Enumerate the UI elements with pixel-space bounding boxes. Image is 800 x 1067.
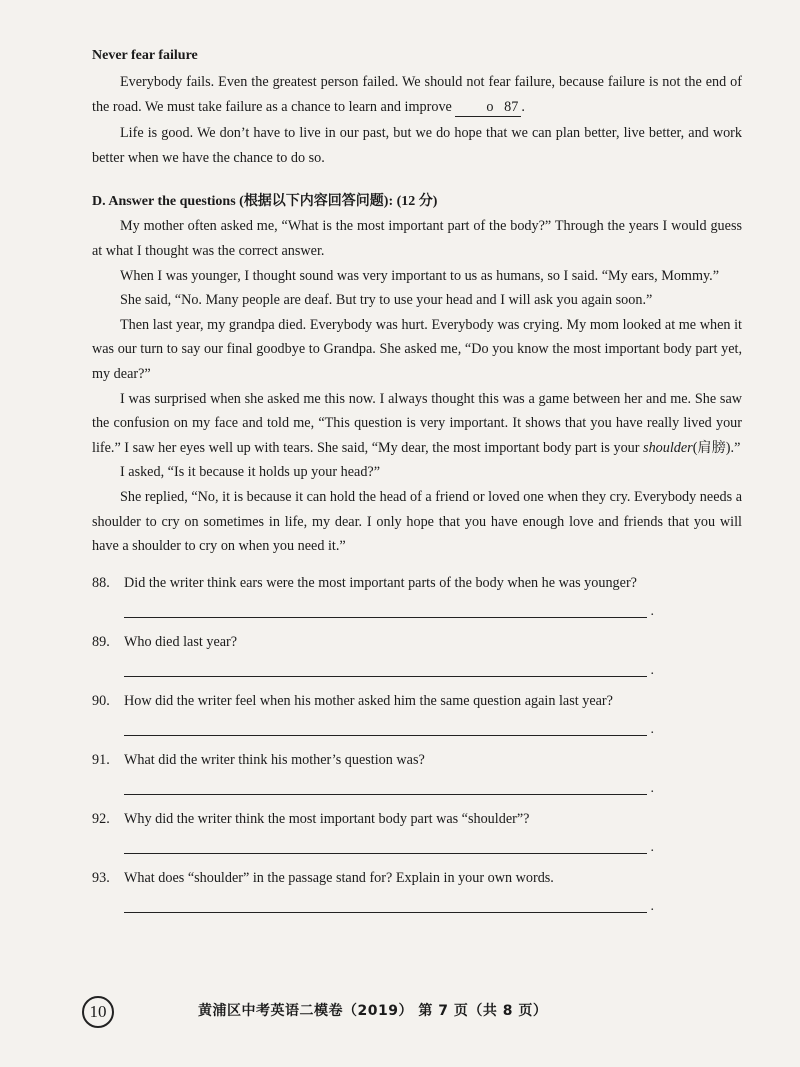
question-number: 93. — [92, 869, 110, 886]
question-number: 89. — [92, 633, 110, 650]
answer-line-92[interactable] — [124, 835, 647, 854]
question-text: Did the writer think ears were the most important parts of the body when he was younger? — [124, 574, 637, 591]
question-text: What did the writer think his mother’s question was? — [124, 751, 425, 768]
question-number: 88. — [92, 574, 110, 591]
answer-line-90[interactable] — [124, 717, 647, 736]
story-paragraph-5-text: I was surprised when she asked me this now. I always thought this was a game between her and me. She saw the confusion on my face and told me, “This question is very important. It shows that you have really lived your life.” I saw her eyes well up with tears. She said, “My dear, the most important body part is your — [92, 390, 742, 456]
answer-line-93[interactable] — [124, 894, 647, 913]
word-shoulder: shoulder — [643, 439, 693, 456]
answer-line-88[interactable] — [124, 599, 647, 618]
page-footer — [0, 996, 800, 1026]
question-text: How did the writer feel when his mother asked him the same question again last year? — [124, 692, 613, 709]
paragraph-life-is-good: Life is good. We don’t have to live in our past, but we do hope that we can plan better, live better, and work better when we have the chance to do so. — [92, 125, 742, 166]
section-d-heading: D. Answer the questions (根据以下内容回答问题): (12 分) — [92, 194, 438, 210]
question-number: 90. — [92, 692, 110, 709]
footer-text: 黄浦区中考英语二模卷（2019） 第 7 页（共 8 页） — [198, 1003, 548, 1019]
question-92 — [92, 809, 742, 854]
question-text: What does “shoulder” in the passage stand for? Explain in your own words. — [124, 869, 554, 886]
story-paragraph-5 — [92, 387, 742, 461]
question-text: Who died last year? — [124, 633, 238, 650]
question-text: Why did the writer think the most important body part was “shoulder”? — [124, 810, 530, 827]
question-90 — [92, 691, 742, 736]
story-paragraph-1: My mother often asked me, “What is the most important part of the body?” Through the years I would guess at what I thought was the correct answer. — [92, 218, 742, 259]
section-d — [92, 190, 742, 210]
story-paragraph-7: She replied, “No, it is because it can hold the head of a friend or loved one when they cry. Everybody needs a shoulder to cry on sometimes in life, my dear. I only hope that you have enough love and friends that you will have a shoulder to cry on when you need it.” — [92, 488, 742, 555]
answer-line-89[interactable] — [124, 658, 647, 677]
question-number: 92. — [92, 810, 110, 827]
blank-number: 87 — [504, 98, 519, 115]
section-heading-never-fear-failure: Never fear failure — [92, 48, 198, 63]
page-number-circle: 10 — [82, 996, 114, 1028]
question-89 — [92, 632, 742, 677]
story-paragraph-5-end: (肩膀).” — [692, 439, 741, 456]
question-list — [92, 573, 742, 913]
paragraph-text: Everybody fails. Even the greatest person failed. We should not fear failure, because failure is not the end of the road. We must take failure as a chance to learn and improve — [92, 74, 742, 115]
question-93 — [92, 868, 742, 913]
question-91 — [92, 750, 742, 795]
paragraph-end: . — [521, 98, 525, 115]
blank-prefix: o — [486, 98, 494, 115]
story-paragraph-3: She said, “No. Many people are deaf. But try to use your head and I will ask you again soon.” — [120, 292, 653, 309]
page-content — [92, 48, 742, 913]
question-number: 91. — [92, 751, 110, 768]
story-paragraph-2: When I was younger, I thought sound was very important to us as humans, so I said. “My ears, Mommy.” — [120, 267, 720, 284]
story-paragraph-6: I asked, “Is it because it holds up your head?” — [120, 464, 381, 481]
paragraph-failure — [92, 70, 742, 119]
story-paragraph-4: Then last year, my grandpa died. Everybody was hurt. Everybody was crying. My mom looked at me when it was our turn to say our final goodbye to Grandpa. She asked me, “Do you know the most important body part yet, my dear?” — [92, 316, 742, 382]
answer-line-91[interactable] — [124, 776, 647, 795]
question-88 — [92, 573, 742, 618]
answer-blank-87[interactable] — [455, 98, 521, 117]
